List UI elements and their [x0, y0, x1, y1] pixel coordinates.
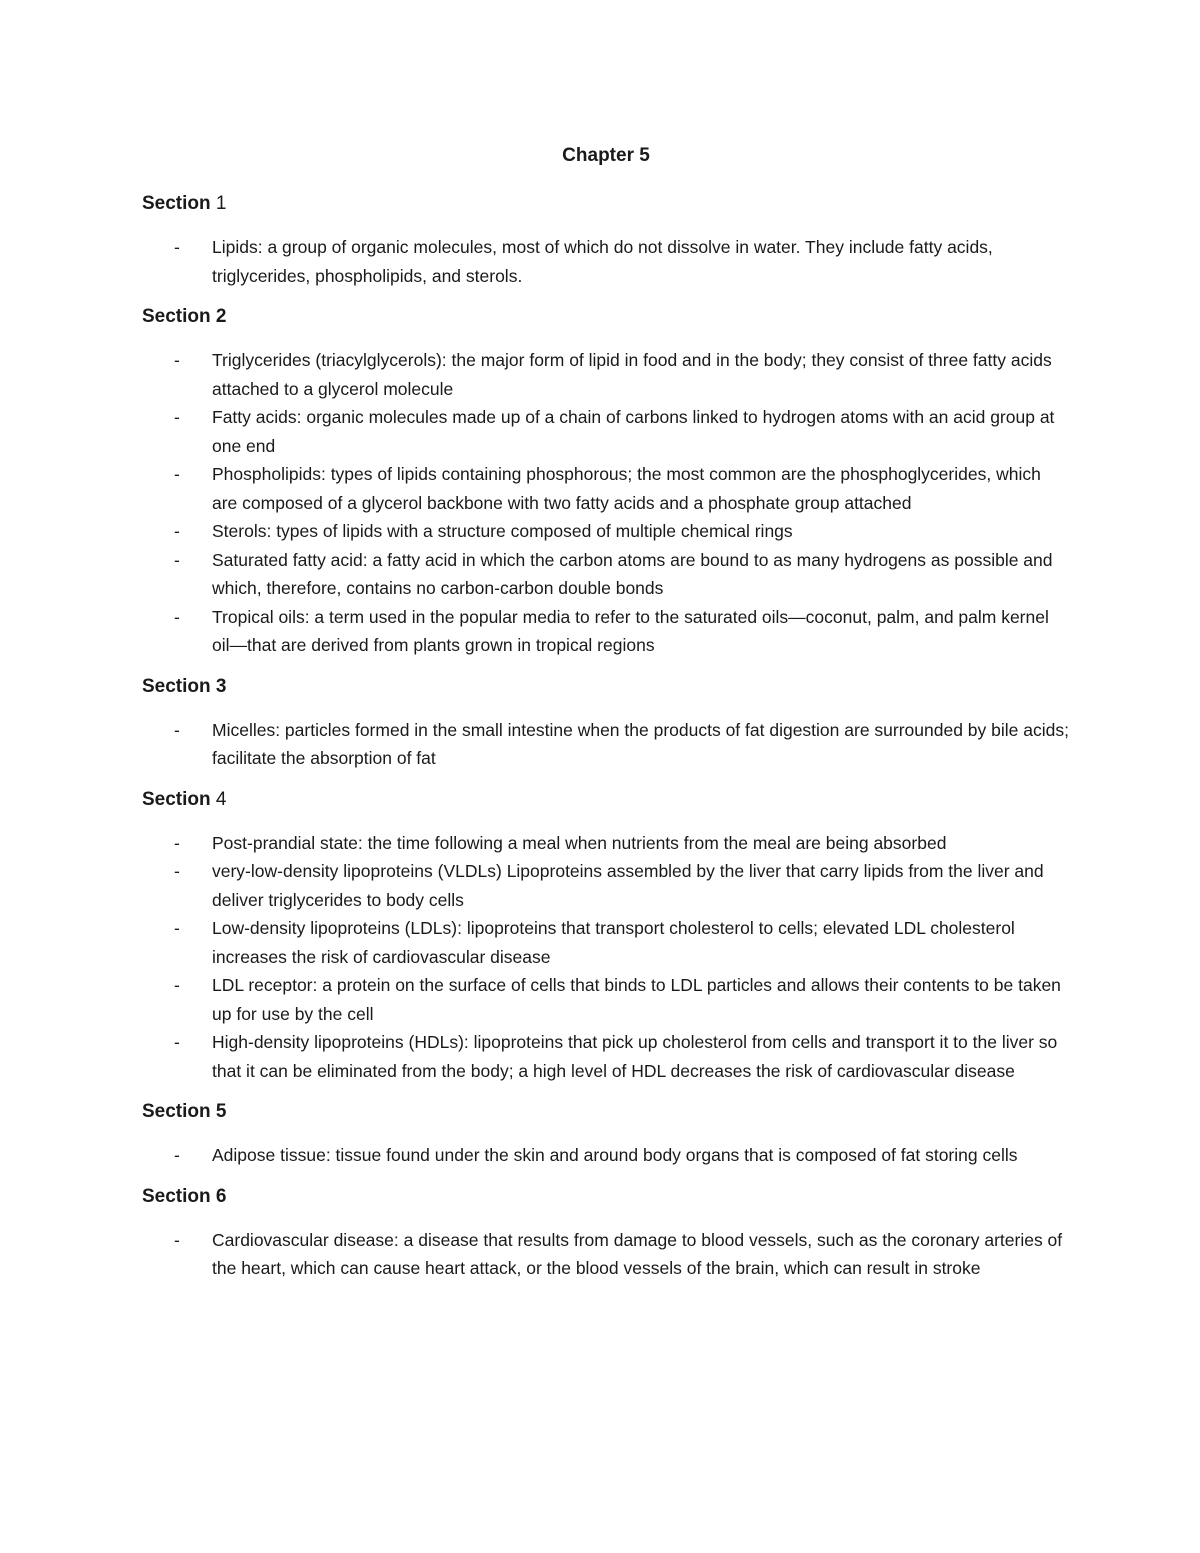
- term-text: High-density lipoproteins (HDLs): lipoproteins that pick up cholesterol from cells and transport it to the liver so that it can be eliminated from the body; a high level of HDL decreases the risk of cardiovascular disease: [212, 1032, 1058, 1081]
- section-heading: [142, 191, 1070, 217]
- dash-bullet: -: [174, 918, 180, 938]
- dash-bullet: -: [174, 832, 180, 853]
- term-item: [142, 233, 1070, 290]
- term-list: [142, 1226, 1070, 1283]
- section-heading-word: Section: [142, 193, 211, 214]
- dash-bullet: -: [174, 350, 180, 370]
- section-2: [142, 304, 1070, 660]
- section-6: [142, 1184, 1070, 1283]
- dash-bullet: -: [174, 861, 180, 881]
- term-list: [142, 346, 1070, 660]
- dash-bullet: -: [174, 549, 180, 570]
- section-heading-word: Section: [142, 1185, 211, 1207]
- section-heading-word: Section: [142, 675, 211, 697]
- term-text: Triglycerides (triacylglycerols): the major form of lipid in food and in the body; they consist of three fatty acids attached to a glycerol molecule: [212, 350, 1052, 399]
- term-item: [142, 403, 1070, 460]
- term-list: [142, 716, 1070, 773]
- section-heading: [142, 787, 1070, 813]
- term-text: Tropical oils: a term used in the popular media to refer to the saturated oils—coconut, palm, and palm kernel oil—that are derived from plants grown in tropical regions: [212, 606, 1049, 655]
- term-text: Post-prandial state: the time following a meal when nutrients from the meal are being absorbed: [212, 832, 947, 853]
- dash-bullet: -: [174, 521, 180, 541]
- chapter-title: Chapter 5: [562, 145, 650, 166]
- section-heading-number: 2: [215, 306, 227, 327]
- term-item: [142, 971, 1070, 1028]
- section-heading: [142, 1099, 1070, 1125]
- term-text: Sterols: types of lipids with a structure composed of multiple chemical rings: [212, 521, 793, 541]
- term-text: LDL receptor: a protein on the surface of cells that binds to LDL particles and allows their contents to be taken up for use by the cell: [212, 975, 1061, 1024]
- term-list: [142, 233, 1070, 290]
- dash-bullet: -: [174, 1229, 180, 1250]
- term-item: [142, 716, 1070, 773]
- term-item: [142, 914, 1070, 971]
- section-heading-number: 1: [215, 193, 227, 214]
- term-text: Phospholipids: types of lipids containing phosphorous; the most common are the phosphoglycerides, which are composed of a glycerol backbone with two fatty acids and a phosphate group attached: [212, 464, 1041, 513]
- term-item: [142, 517, 1070, 546]
- section-4: [142, 787, 1070, 1086]
- section-heading-number: 3: [215, 675, 227, 697]
- term-text: Fatty acids: organic molecules made up of a chain of carbons linked to hydrogen atoms with an acid group at one end: [212, 407, 1055, 456]
- term-item: [142, 603, 1070, 660]
- term-item: [142, 857, 1070, 914]
- term-item: [142, 829, 1070, 858]
- section-heading-word: Section: [142, 306, 211, 327]
- term-text: Micelles: particles formed in the small intestine when the products of fat digestion are surrounded by bile acids; facilitate the absorption of fat: [212, 719, 1069, 768]
- section-heading: [142, 674, 1070, 700]
- section-heading-word: Section: [142, 1101, 211, 1122]
- section-1: [142, 191, 1070, 290]
- section-heading-word: Section: [142, 788, 211, 810]
- term-list: [142, 1141, 1070, 1170]
- term-text: very-low-density lipoproteins (VLDLs) Lipoproteins assembled by the liver that carry lipids from the liver and deliver triglycerides to body cells: [212, 861, 1044, 910]
- dash-bullet: -: [174, 1032, 180, 1052]
- dash-bullet: -: [174, 464, 180, 484]
- section-heading: [142, 304, 1070, 330]
- section-heading: [142, 1184, 1070, 1210]
- dash-bullet: -: [174, 975, 180, 995]
- term-item: [142, 1028, 1070, 1085]
- term-item: [142, 546, 1070, 603]
- dash-bullet: -: [174, 1145, 180, 1165]
- term-text: Lipids: a group of organic molecules, most of which do not dissolve in water. They include fatty acids, triglycerides, phospholipids, and sterols.: [212, 237, 993, 286]
- section-heading-number: 6: [215, 1185, 227, 1207]
- section-3: [142, 674, 1070, 773]
- term-text: Adipose tissue: tissue found under the skin and around body organs that is composed of fat storing cells: [212, 1145, 1018, 1165]
- term-item: [142, 1141, 1070, 1170]
- term-text: Low-density lipoproteins (LDLs): lipoproteins that transport cholesterol to cells; elevated LDL cholesterol increases the risk of cardiovascular disease: [212, 918, 1015, 967]
- section-heading-number: 5: [215, 1101, 227, 1122]
- section-heading-number: 4: [215, 788, 227, 810]
- term-item: [142, 460, 1070, 517]
- term-text: Cardiovascular disease: a disease that results from damage to blood vessels, such as the coronary arteries of the heart, which can cause heart attack, or the blood vessels of the brain, which can result in stroke: [212, 1229, 1063, 1278]
- section-5: [142, 1099, 1070, 1170]
- dash-bullet: -: [174, 407, 180, 427]
- dash-bullet: -: [174, 606, 180, 627]
- dash-bullet: -: [174, 719, 180, 740]
- dash-bullet: -: [174, 237, 180, 257]
- term-item: [142, 346, 1070, 403]
- term-list: [142, 829, 1070, 1086]
- term-text: Saturated fatty acid: a fatty acid in which the carbon atoms are bound to as many hydrogens as possible and which, therefore, contains no carbon-carbon double bonds: [212, 549, 1053, 598]
- term-item: [142, 1226, 1070, 1283]
